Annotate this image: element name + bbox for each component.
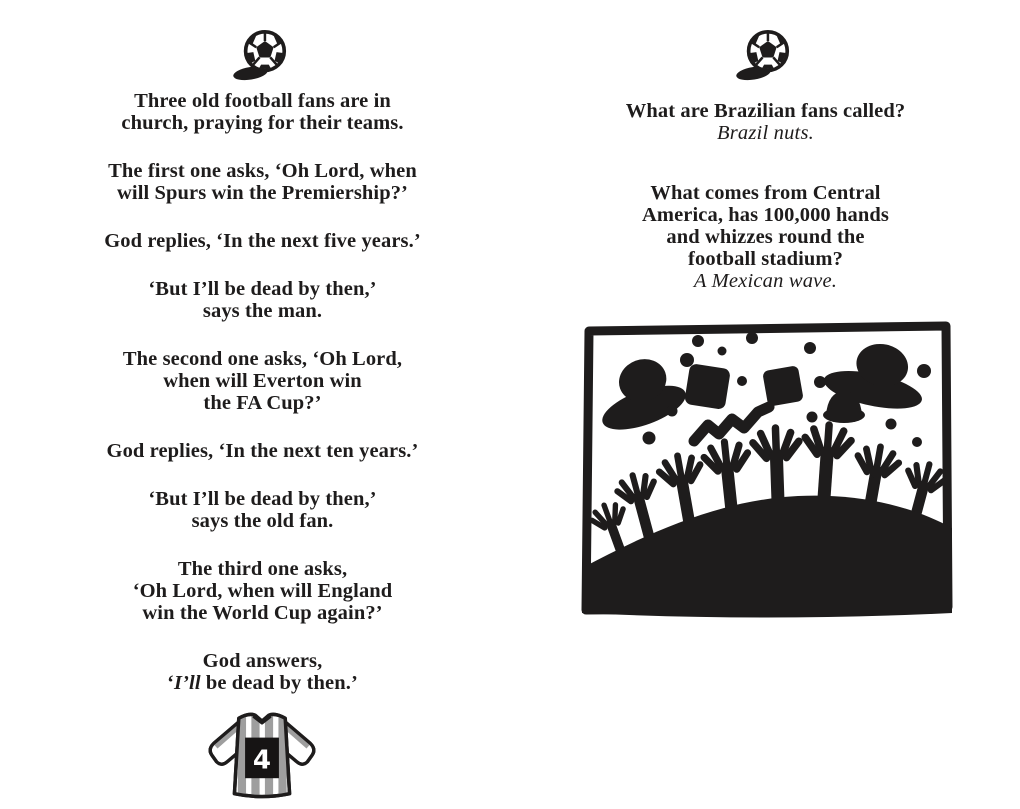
text-line: The first one asks, ‘Oh Lord, when <box>108 160 417 182</box>
story-paragraph <box>35 348 490 414</box>
text-segment: ‘ <box>167 672 175 694</box>
text-line: The third one asks, <box>177 558 348 580</box>
joke-answer: A Mexican wave. <box>693 270 838 292</box>
story-paragraph <box>35 650 490 694</box>
story-paragraph <box>35 160 490 204</box>
mexican-wave-illustration <box>580 320 954 618</box>
text-line: football stadium? <box>688 248 843 270</box>
text-line: when will Everton win <box>163 370 362 392</box>
right-page <box>558 0 973 330</box>
text-line: the FA Cup?’ <box>203 392 322 414</box>
square-confetti <box>684 363 731 410</box>
square-confetti <box>762 365 804 407</box>
joke <box>558 100 973 144</box>
football-shirt-icon <box>204 708 320 802</box>
story-paragraph <box>35 90 490 134</box>
story-paragraph <box>35 440 490 462</box>
text-line: God answers, <box>202 650 323 672</box>
text-line: ‘But I’ll be dead by then,’ <box>148 278 377 300</box>
soccer-ball-icon <box>35 26 490 80</box>
text-line: God replies, ‘In the next five years.’ <box>104 230 421 252</box>
joke-story <box>35 90 490 694</box>
text-line: ‘But I’ll be dead by then,’ <box>148 488 377 510</box>
joke-answer: Brazil nuts. <box>717 122 814 144</box>
text-segment: be dead by then.’ <box>200 672 358 694</box>
story-paragraph <box>35 488 490 532</box>
sombrero-icon <box>587 348 692 438</box>
text-line: Three old football fans are in <box>134 90 391 112</box>
jokes-list <box>558 100 973 292</box>
text-line: and whizzes round the <box>666 226 865 248</box>
joke <box>558 182 973 292</box>
text-line: ‘Oh Lord, when will England <box>132 580 393 602</box>
text-line: says the man. <box>202 300 323 322</box>
text-line: will Spurs win the Premiership?’ <box>117 182 408 204</box>
text-line: says the old fan. <box>191 510 334 532</box>
text-line: God replies, ‘In the next ten years.’ <box>106 440 419 462</box>
text-line: America, has 100,000 hands <box>642 204 889 226</box>
text-line: win the World Cup again?’ <box>142 602 383 624</box>
sky-objects <box>587 332 932 447</box>
story-paragraph <box>35 558 490 624</box>
story-paragraph <box>35 230 490 252</box>
story-paragraph <box>35 278 490 322</box>
text-line: What comes from Central <box>650 182 881 204</box>
text-line: The second one asks, ‘Oh Lord, <box>122 348 403 370</box>
page-number: 4 <box>252 745 272 776</box>
text-line <box>35 672 490 694</box>
soccer-ball-icon <box>558 26 973 80</box>
italic-segment: I’ll <box>174 672 201 694</box>
text-line: church, praying for their teams. <box>121 112 404 134</box>
text-line: What are Brazilian fans called? <box>625 100 906 122</box>
left-page <box>35 0 490 720</box>
